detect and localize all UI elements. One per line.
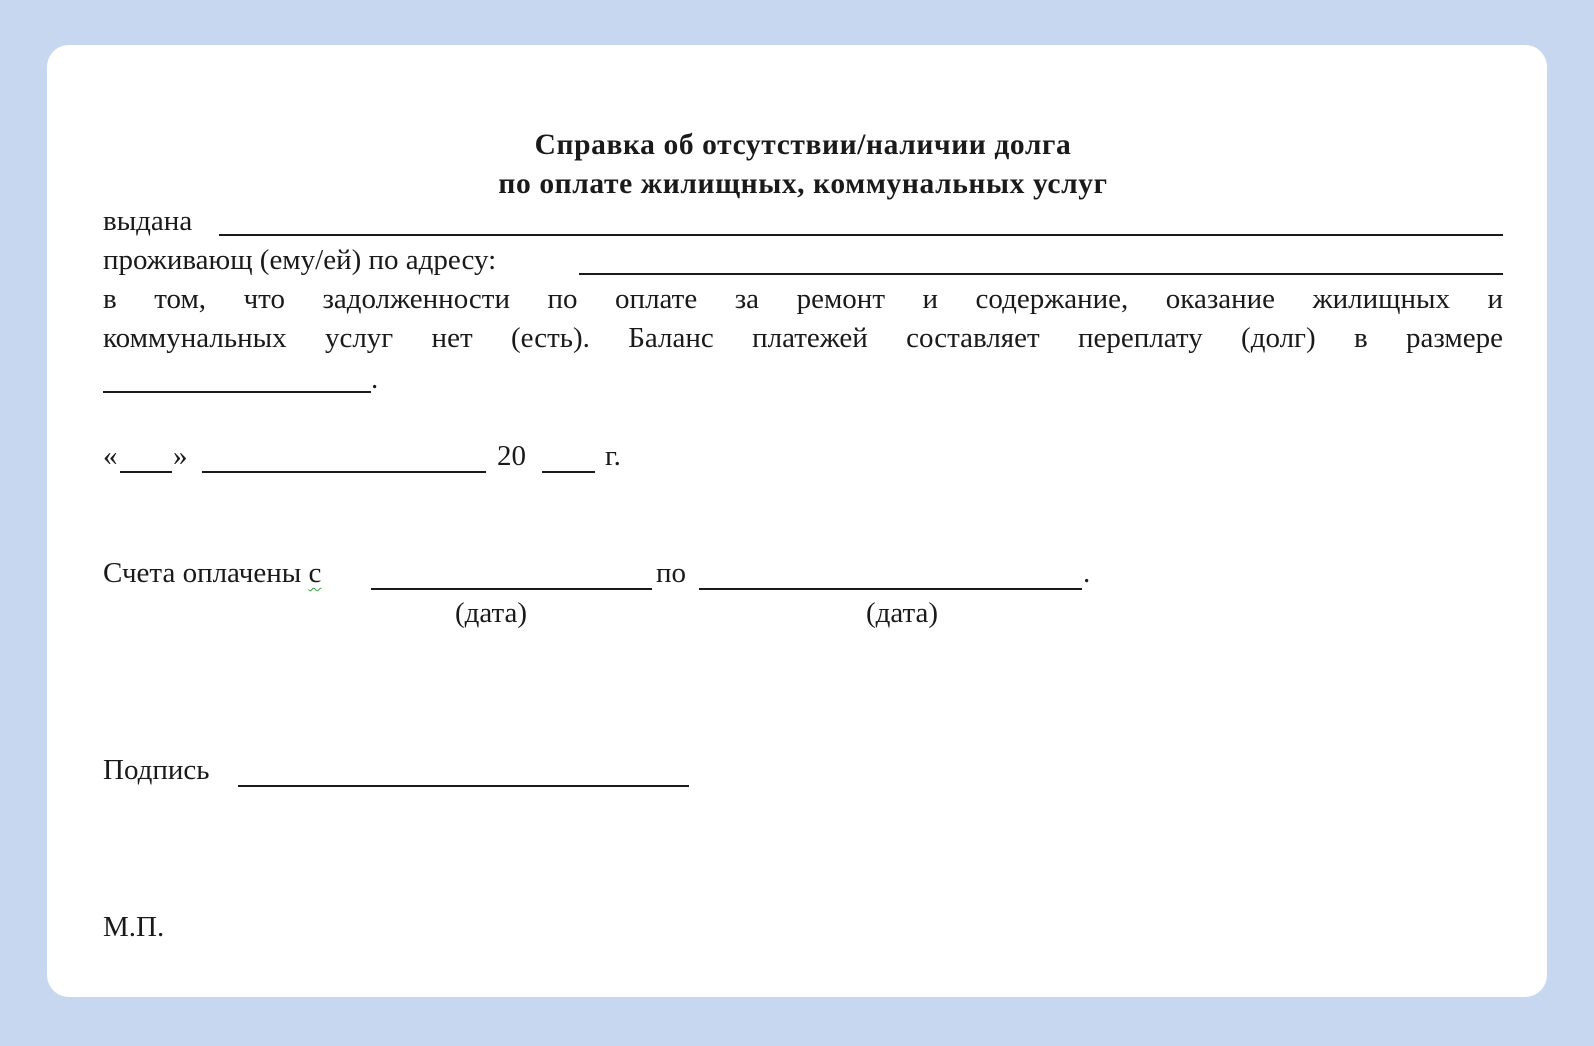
issued-to-blank [219, 234, 1503, 236]
date-caption-to: (дата) [866, 597, 939, 629]
body-line-2: коммунальных услуг нет (есть). Баланс платежей составляет переплату (долг) в размере [103, 322, 1503, 354]
year-suffix: г. [605, 440, 621, 472]
title-line-1: Справка об отсутствии/наличии долга [534, 129, 1072, 161]
document-body [103, 45, 1503, 997]
date-close-quote: » [173, 440, 188, 472]
amount-blank [103, 391, 371, 393]
paid-from-text: Счета оплачены [103, 557, 302, 589]
title-line-2: по оплате жилищных, коммунальных услуг [498, 168, 1108, 200]
paid-to-label: по [656, 557, 687, 589]
issued-label: выдана [103, 205, 193, 237]
signature-blank [238, 785, 689, 787]
address-label: проживающ (ему/ей) по адресу: [103, 244, 497, 276]
body-line-1: в том, что задолженности по оплате за ремонт и содержание, оказание жилищных и [103, 283, 1503, 315]
month-blank [202, 471, 486, 473]
date-open-quote: « [103, 440, 118, 472]
year-prefix: 20 [497, 440, 526, 472]
stamp-label: М.П. [103, 911, 165, 943]
signature-label: Подпись [103, 754, 210, 786]
year-blank [542, 471, 595, 473]
day-blank [120, 471, 172, 473]
paid-to-blank [699, 588, 1082, 590]
document-card [47, 45, 1547, 997]
date-caption-from: (дата) [455, 597, 528, 629]
paid-from-preposition: с [308, 557, 322, 589]
paid-to-period: . [1083, 557, 1091, 589]
paid-from-label [103, 553, 321, 593]
amount-period: . [371, 363, 379, 395]
paid-from-blank [371, 588, 652, 590]
address-blank [579, 273, 1503, 275]
